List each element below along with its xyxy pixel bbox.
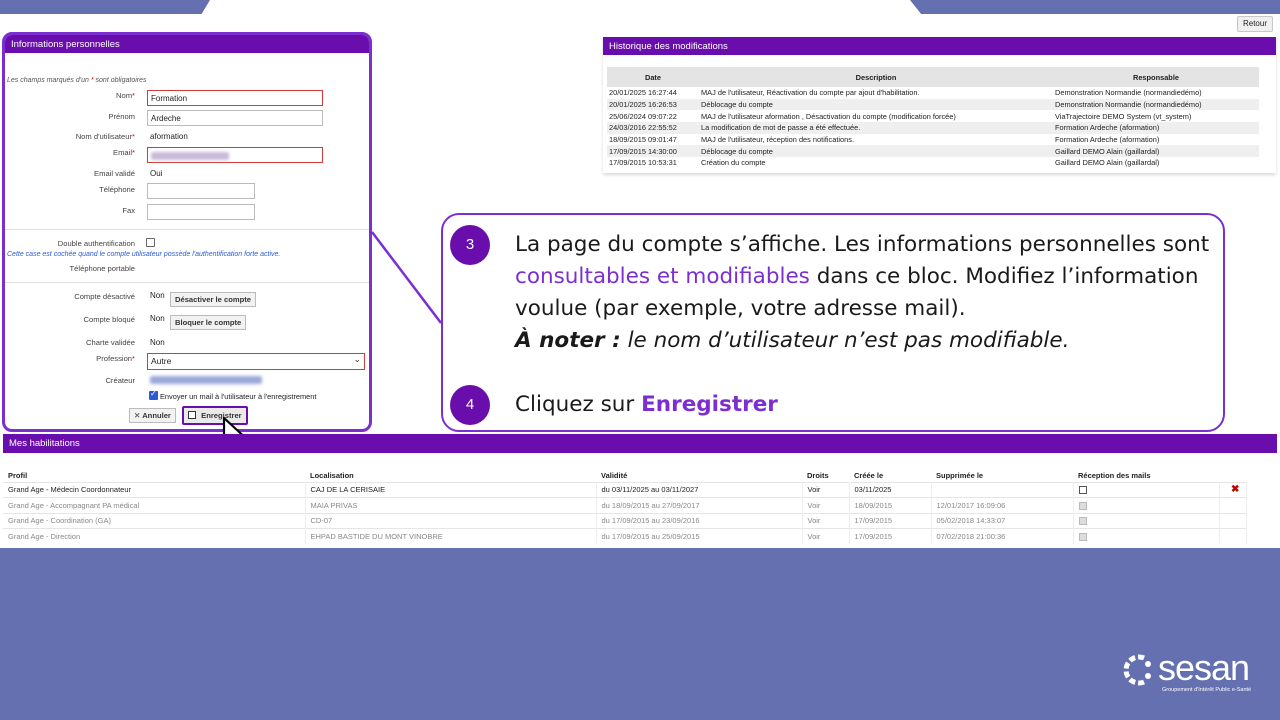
- habilitations-title: Mes habilitations: [3, 434, 1277, 453]
- compte-bloque-label: Compte bloqué: [83, 315, 135, 324]
- step-4-badge: 4: [450, 385, 490, 425]
- habil-profil: Grand Age - Médecin Coordonnateur: [3, 482, 305, 498]
- delete-icon[interactable]: ✖: [1231, 484, 1240, 496]
- step-4-prefix: Cliquez sur: [515, 392, 642, 417]
- habil-supprimee: [931, 482, 1073, 498]
- step-3-highlight: consultables et modifiables: [515, 264, 810, 289]
- histo-responsable: ViaTrajectoire DEMO System (vt_system): [1055, 111, 1192, 121]
- save-icon: [188, 411, 196, 419]
- histo-date: 17/09/2015 14:30:00: [607, 145, 699, 157]
- nom-label: [116, 91, 135, 100]
- histo-description: MAJ de l'utilisateur, réception des notifications.: [701, 135, 854, 145]
- double-auth-note: Cette case est cochée quand le compte utilisateur possède l'authentification forte active.: [7, 251, 281, 258]
- historique-col-responsable: Responsable: [1053, 67, 1259, 87]
- habil-col-supprimee: Supprimée le: [936, 471, 984, 481]
- email-label: [113, 148, 135, 157]
- habil-col-creee: Créée le: [854, 471, 884, 481]
- profession-label: [96, 354, 135, 363]
- note-star: *: [90, 77, 94, 84]
- retour-button[interactable]: Retour: [1237, 16, 1273, 32]
- profession-label-text: Profession: [96, 354, 133, 363]
- reception-mails-checkbox: [1079, 517, 1087, 525]
- historique-col-description: Description: [699, 67, 1053, 87]
- sesan-logo-word: sesan: [1158, 647, 1250, 688]
- histo-description: MAJ de l'utilisateur aformation , Désactivation du compte (modification forcée): [701, 111, 956, 121]
- email-valide-label: Email validé: [94, 169, 135, 178]
- top-band-right: [910, 0, 1280, 14]
- double-auth-checkbox[interactable]: [146, 238, 155, 247]
- habil-supprimee: 07/02/2018 21:00:36: [931, 529, 1073, 545]
- histo-responsable: Demonstration Normandie (normandiedémo): [1055, 88, 1202, 98]
- sesan-logo-tagline: Groupement d'Intérêt Public e-Santé: [1162, 687, 1252, 693]
- username-required-star: *: [132, 132, 135, 141]
- note-bold: À noter :: [515, 328, 621, 353]
- habil-creee: 03/11/2025: [849, 482, 931, 498]
- createur-blurred-value: [150, 376, 262, 384]
- habil-col-droits: Droits: [807, 471, 829, 481]
- histo-description: La modification de mot de passe a été effectuée.: [699, 122, 1053, 134]
- historique-table: [607, 67, 1259, 169]
- histo-description: Création du compte: [701, 158, 766, 168]
- habil-actions: [1219, 482, 1247, 498]
- habil-localisation: EHPAD BASTIDE DU MONT VINOBRE: [305, 529, 596, 545]
- table-row: [607, 145, 1259, 157]
- habil-reception: [1073, 513, 1219, 529]
- histo-description: Déblocage du compte: [699, 99, 1053, 111]
- email-valide-value: Oui: [150, 169, 163, 178]
- username-label: [76, 132, 135, 141]
- reception-mails-checkbox: [1079, 533, 1087, 541]
- histo-date: 25/06/2024 09:07:22: [609, 111, 677, 121]
- habil-localisation: CAJ DE LA CERISAIE: [305, 482, 596, 498]
- step-3-text: [515, 229, 1215, 357]
- habil-profil: Grand Age - Coordination (GA): [3, 513, 305, 529]
- table-row: [607, 99, 1259, 111]
- nom-required-star: *: [132, 91, 135, 100]
- nom-label-text: Nom: [115, 91, 133, 100]
- step-4-text: [515, 389, 778, 421]
- email-blurred-value: [151, 152, 229, 160]
- charte-validee-label: Charte validée: [86, 338, 135, 347]
- instruction-callout: [441, 213, 1225, 432]
- habil-profil: Grand Age - Accompagnant PA médical: [3, 498, 305, 514]
- enregistrer-label: Enregistrer: [201, 411, 242, 420]
- compte-bloque-value: Non: [150, 314, 165, 323]
- required-fields-note: [7, 77, 147, 84]
- histo-responsable: Gaillard DEMO Alain (gaillardal): [1055, 158, 1160, 168]
- habil-validite: du 17/09/2015 au 23/09/2016: [596, 513, 802, 529]
- double-auth-label: Double authentification: [57, 239, 135, 248]
- historique-title: Historique des modifications: [603, 37, 1276, 55]
- habil-col-reception: Réception des mails: [1078, 471, 1151, 481]
- habil-droits: Voir: [802, 498, 849, 514]
- compte-desactive-label: Compte désactivé: [74, 292, 135, 301]
- username-value: aformation: [150, 132, 188, 141]
- fax-label: Fax: [122, 206, 135, 215]
- table-row: [607, 157, 1259, 169]
- historique-col-date: Date: [607, 67, 699, 87]
- habil-reception: [1073, 529, 1219, 545]
- annuler-button[interactable]: [129, 408, 176, 423]
- sesan-logo-mark-icon: [1122, 652, 1162, 688]
- profession-selected-value: Autre: [151, 356, 172, 366]
- histo-responsable: Formation Ardeche (aformation): [1053, 122, 1259, 134]
- envoyer-mail-label: Envoyer un mail à l'utilisateur à l'enregistrement: [160, 392, 317, 401]
- habil-col-profil: Profil: [8, 471, 28, 481]
- histo-responsable: Gaillard DEMO Alain (gaillardal): [1053, 145, 1259, 157]
- step-3-text-part1: La page du compte s’affiche. Les informations personnelles sont: [515, 232, 1210, 257]
- charte-validee-value: Non: [150, 338, 165, 347]
- habil-validite: du 03/11/2025 au 03/11/2027: [596, 482, 802, 498]
- histo-date: 24/03/2016 22:55:52: [607, 122, 699, 134]
- habil-reception: [1073, 498, 1219, 514]
- historique-panel: [603, 37, 1276, 173]
- close-icon: ✕: [134, 411, 141, 420]
- bloquer-compte-button[interactable]: Bloquer le compte: [170, 315, 246, 330]
- habilitations-table: [3, 470, 1247, 544]
- table-row: [607, 110, 1259, 122]
- table-row: [3, 513, 1247, 529]
- habil-col-localisation: Localisation: [310, 471, 354, 481]
- histo-date: 17/09/2015 10:53:31: [609, 158, 677, 168]
- table-row: [3, 529, 1247, 545]
- bottom-band: [0, 548, 1280, 720]
- habil-localisation: MAIA PRIVAS: [305, 498, 596, 514]
- habil-droits: Voir: [802, 513, 849, 529]
- habil-profil: Grand Age - Direction: [3, 529, 305, 545]
- table-row: [607, 87, 1259, 99]
- desactiver-compte-button[interactable]: Désactiver le compte: [170, 292, 256, 307]
- profession-select[interactable]: [147, 353, 365, 370]
- email-input[interactable]: [147, 147, 323, 163]
- habil-supprimee: 05/02/2018 14:33:07: [931, 513, 1073, 529]
- createur-label: Créateur: [105, 376, 135, 385]
- sesan-logo: [1122, 647, 1252, 693]
- info-title: Informations personnelles: [5, 35, 369, 53]
- histo-responsable: Demonstration Normandie (normandiedémo): [1053, 99, 1259, 111]
- username-label-text: Nom d'utilisateur: [75, 132, 133, 141]
- table-row: [607, 134, 1259, 146]
- nom-input[interactable]: Formation: [147, 90, 323, 106]
- habil-supprimee: 12/01/2017 16:09:06: [931, 498, 1073, 514]
- habil-droits: Voir: [802, 482, 849, 498]
- compte-desactive-value: Non: [150, 291, 165, 300]
- email-required-star: *: [132, 148, 135, 157]
- histo-date: 20/01/2025 16:26:53: [607, 99, 699, 111]
- habil-validite: du 18/09/2015 au 27/09/2017: [596, 498, 802, 514]
- prenom-label: Prénom: [108, 112, 135, 121]
- reception-mails-checkbox[interactable]: [1079, 486, 1087, 494]
- telephone-input[interactable]: [147, 183, 255, 199]
- histo-description: MAJ de l'utilisateur, Réactivation du compte par ajout d'habilitation.: [701, 88, 920, 98]
- habil-col-validite: Validité: [601, 471, 628, 481]
- reception-mails-checkbox: [1079, 502, 1087, 510]
- table-row: [3, 498, 1247, 514]
- top-band-left: [0, 0, 210, 14]
- note-prefix: Les champs marqués d'un: [7, 77, 89, 84]
- chevron-down-icon: ⌄: [353, 354, 361, 364]
- habil-localisation: CD-07: [305, 513, 596, 529]
- divider: [5, 282, 369, 283]
- profession-required-star: *: [132, 354, 135, 363]
- table-row: [3, 482, 1247, 498]
- email-label-text: Email: [113, 148, 133, 157]
- habil-creee: 18/09/2015: [849, 498, 931, 514]
- habil-actions: [1219, 529, 1247, 545]
- telephone-label: Téléphone: [99, 185, 135, 194]
- note-text: le nom d’utilisateur n’est pas modifiable.: [620, 328, 1070, 353]
- habil-droits: Voir: [802, 529, 849, 545]
- histo-date: 18/09/2015 09:01:47: [609, 135, 677, 145]
- habilitations-panel: [3, 434, 1277, 548]
- note-suffix: sont obligatoires: [95, 77, 147, 84]
- informations-personnelles-panel: [2, 32, 372, 432]
- step-3-text-part2: dans ce bloc. Modifiez l’information voulue (par exemple, votre adresse mail).: [515, 264, 1199, 321]
- habil-actions: [1219, 513, 1247, 529]
- envoyer-mail-checkbox[interactable]: [149, 391, 158, 400]
- habil-reception: [1073, 482, 1219, 498]
- fax-input[interactable]: [147, 204, 255, 220]
- createur-value: [150, 375, 262, 384]
- histo-description: Déblocage du compte: [699, 145, 1053, 157]
- step-4-highlight: Enregistrer: [641, 392, 778, 417]
- step-3-badge: 3: [450, 225, 490, 265]
- annuler-label: Annuler: [142, 411, 171, 420]
- histo-responsable: Formation Ardeche (aformation): [1055, 135, 1160, 145]
- habil-validite: du 17/09/2015 au 25/09/2015: [596, 529, 802, 545]
- habil-creee: 17/09/2015: [849, 513, 931, 529]
- divider: [5, 229, 369, 230]
- habil-actions: [1219, 498, 1247, 514]
- histo-date: 20/01/2025 16:27:44: [609, 88, 677, 98]
- habil-col-actions: [1219, 470, 1247, 482]
- habil-creee: 17/09/2015: [849, 529, 931, 545]
- table-row: [607, 122, 1259, 134]
- prenom-input[interactable]: Ardeche: [147, 110, 323, 126]
- telephone-portable-label: Téléphone portable: [69, 264, 135, 273]
